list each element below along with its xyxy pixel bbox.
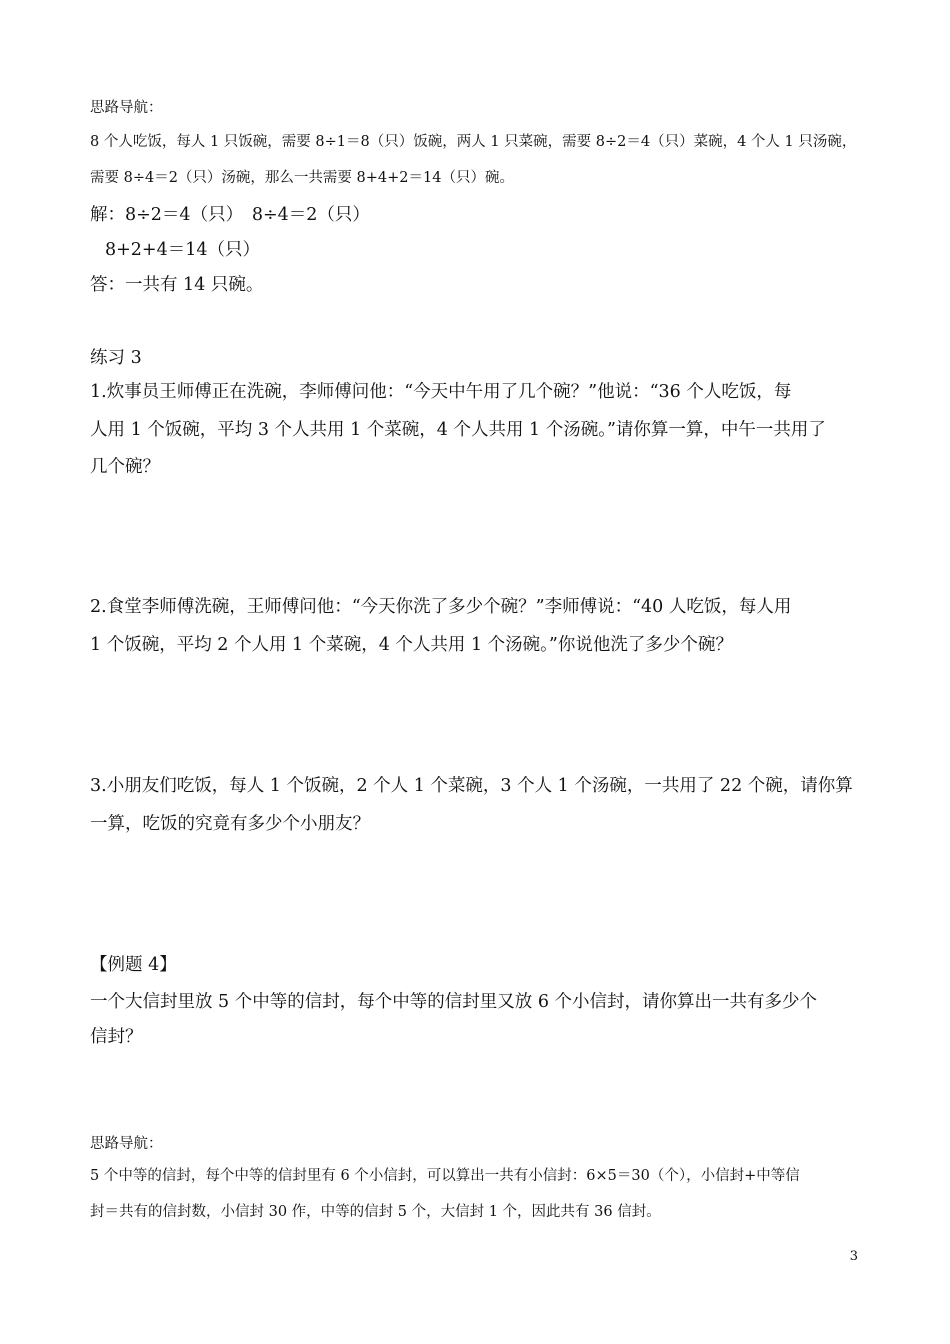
question-3-line-1: 3.小朋友们吃饭，每人 1 个饭碗，2 个人 1 个菜碗，3 个人 1 个汤碗，一共用了 22 个碗，请你算 bbox=[90, 776, 853, 796]
example-4-title: 【例题 4】 bbox=[90, 955, 177, 975]
example-4-question-line-2: 信封？ bbox=[90, 1027, 143, 1047]
example-4-question-line-1: 一个大信封里放 5 个中等的信封，每个中等的信封里又放 6 个小信封，请你算出一共有多少个 bbox=[90, 992, 818, 1012]
practice-title: 练习 3 bbox=[90, 348, 142, 368]
answer-line: 答：一共有 14 只碗。 bbox=[90, 275, 264, 295]
example-4-hint-line-1: 5 个中等的信封，每个中等的信封里有 6 个小信封，可以算出一共有小信封：6×5＝30（个），小信封+中等信 bbox=[90, 1168, 800, 1184]
question-3-line-2: 一算，吃饭的究竟有多少个小朋友？ bbox=[90, 814, 370, 834]
page-number: 3 bbox=[849, 1249, 858, 1264]
question-2-line-2: 1 个饭碗，平均 2 个人用 1 个菜碗，4 个人共用 1 个汤碗。”你说他洗了多少个碗？ bbox=[90, 635, 733, 655]
hint-line-1: 8 个人吃饭，每人 1 只饭碗，需要 8÷1＝8（只）饭碗，两人 1 只菜碗，需要 8÷2＝4（只）菜碗，4 个人 1 只汤碗， bbox=[90, 134, 857, 150]
question-2-line-1: 2.食堂李师傅洗碗，王师傅问他：“今天你洗了多少个碗？”李师傅说：“40 人吃饭，每人用 bbox=[90, 597, 792, 617]
hint-title-2: 思路导航： bbox=[90, 1136, 163, 1152]
question-1-line-3: 几个碗？ bbox=[90, 457, 160, 477]
example-4-hint-line-2: 封＝共有的信封数，小信封 30 作，中等的信封 5 个，大信封 1 个，因此共有 36 信封。 bbox=[90, 1204, 661, 1220]
solution-line-2: 8+2+4＝14（只） bbox=[105, 240, 260, 260]
question-1-line-1: 1.炊事员王师傅正在洗碗，李师傅问他：“今天中午用了几个碗？”他说：“36 个人吃饭，每 bbox=[90, 382, 792, 402]
solution-line-1: 解：8÷2＝4（只） 8÷4＝2（只） bbox=[90, 205, 370, 225]
hint-title-1: 思路导航： bbox=[90, 100, 163, 116]
question-1-line-2: 人用 1 个饭碗，平均 3 个人共用 1 个菜碗，4 个人共用 1 个汤碗。”请你算一算，中午一共用了 bbox=[90, 420, 826, 440]
hint-line-2: 需要 8÷4＝2（只）汤碗，那么一共需要 8+4+2＝14（只）碗。 bbox=[90, 170, 514, 186]
